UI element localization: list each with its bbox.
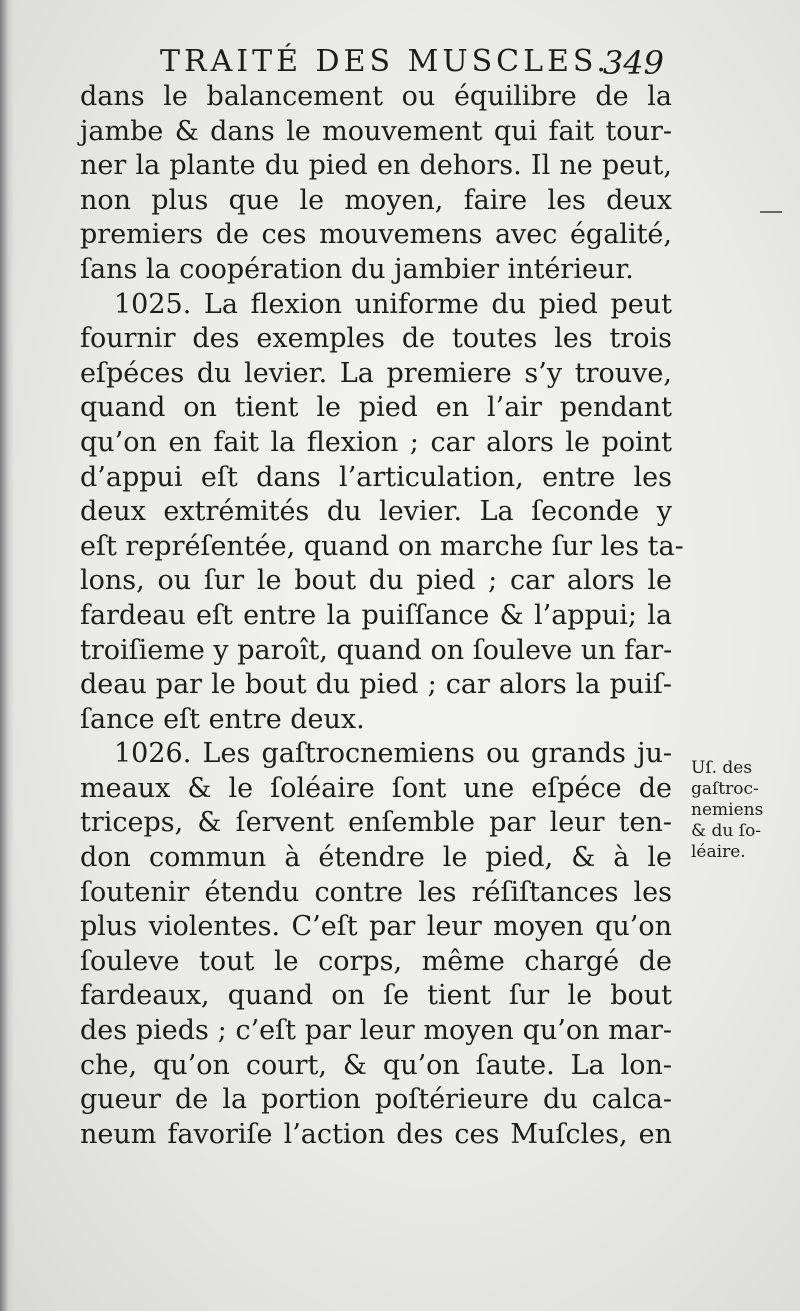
text-line: non plus que le moyen, faire les deux	[80, 184, 672, 216]
text-line: eſt repréſentée, quand on marche ſur les ta-	[80, 530, 684, 562]
text-line: gueur de la portion poſtérieure du calca-	[80, 1084, 672, 1116]
paragraph-1025-start: 1025. La flexion uniforme du pied peut	[114, 288, 672, 320]
text-line: ner la plante du pied en dehors. Il ne peut,	[80, 150, 672, 182]
text-line: meaux & le ſoléaire ſont une eſpéce de	[80, 772, 672, 804]
text-line: premiers de ces mouvemens avec égalité,	[80, 219, 672, 251]
text-line: fardeaux, quand on ſe tient ſur le bout	[80, 980, 672, 1012]
margin-note-line: & du ſo-	[691, 821, 762, 841]
text-line: dans le balancement ou équilibre de la	[80, 81, 672, 112]
text-line: eſpéces du levier. La premiere s’y trouve,	[80, 357, 672, 389]
body-text	[80, 80, 684, 1152]
margin-note-line: léaire.	[691, 842, 746, 862]
text-line: troiſieme y paroît, quand on ſouleve un far-	[80, 634, 673, 666]
text-line: ſoutenir étendu contre les réſiſtances les	[80, 876, 672, 908]
text-line: ſance eſt entre deux.	[80, 703, 365, 735]
text-line: ſans la coopération du jambier intérieur.	[80, 253, 634, 285]
text-line: triceps, & ſervent enſemble par leur ten-	[80, 807, 672, 839]
text-line: fournir des exemples de toutes les trois	[80, 323, 672, 355]
text-line: fardeau eſt entre la puiſſance & l’appui; la	[80, 599, 672, 631]
paragraph-1026-start: 1026. Les gaſtrocnemiens ou grands ju-	[114, 738, 672, 770]
margin-note-line: Uſ. des	[691, 758, 753, 778]
text-line: d’appui eſt dans l’articulation, entre les	[80, 461, 672, 493]
text-line: ſouleve tout le corps, même chargé de	[80, 945, 672, 977]
text-line: deux extrémités du levier. La ſeconde y	[80, 496, 672, 528]
page-number: 349	[602, 44, 664, 82]
page-gutter-shadow	[0, 0, 14, 1311]
text-line: jambe & dans le mouvement qui fait tour-	[80, 115, 672, 147]
text-line: don commun à étendre le pied, & à le	[80, 842, 672, 874]
text-line: quand on tient le pied en l’air pendant	[80, 392, 672, 424]
text-line: des pieds ; c’eſt par leur moyen qu’on mar-	[80, 1015, 672, 1047]
text-line: plus violentes. C’eſt par leur moyen qu’on	[80, 911, 672, 943]
text-line: neum favoriſe l’action des ces Muſcles, en	[80, 1118, 672, 1150]
running-head-title: TRAITÉ DES MUSCLES.	[160, 44, 610, 79]
text-line: deau par le bout du pied ; car alors la puiſ-	[80, 669, 672, 701]
margin-note-line: nemiens	[691, 800, 764, 820]
margin-note	[691, 758, 787, 863]
text-line: qu’on en fait la flexion ; car alors le point	[80, 426, 672, 458]
text-line: che, qu’on court, & qu’on ſaute. La lon-	[80, 1049, 672, 1081]
text-line: lons, ou ſur le bout du pied ; car alors le	[80, 565, 672, 597]
margin-dash-mark	[760, 211, 782, 213]
margin-note-line: gaſtroc-	[691, 779, 759, 799]
